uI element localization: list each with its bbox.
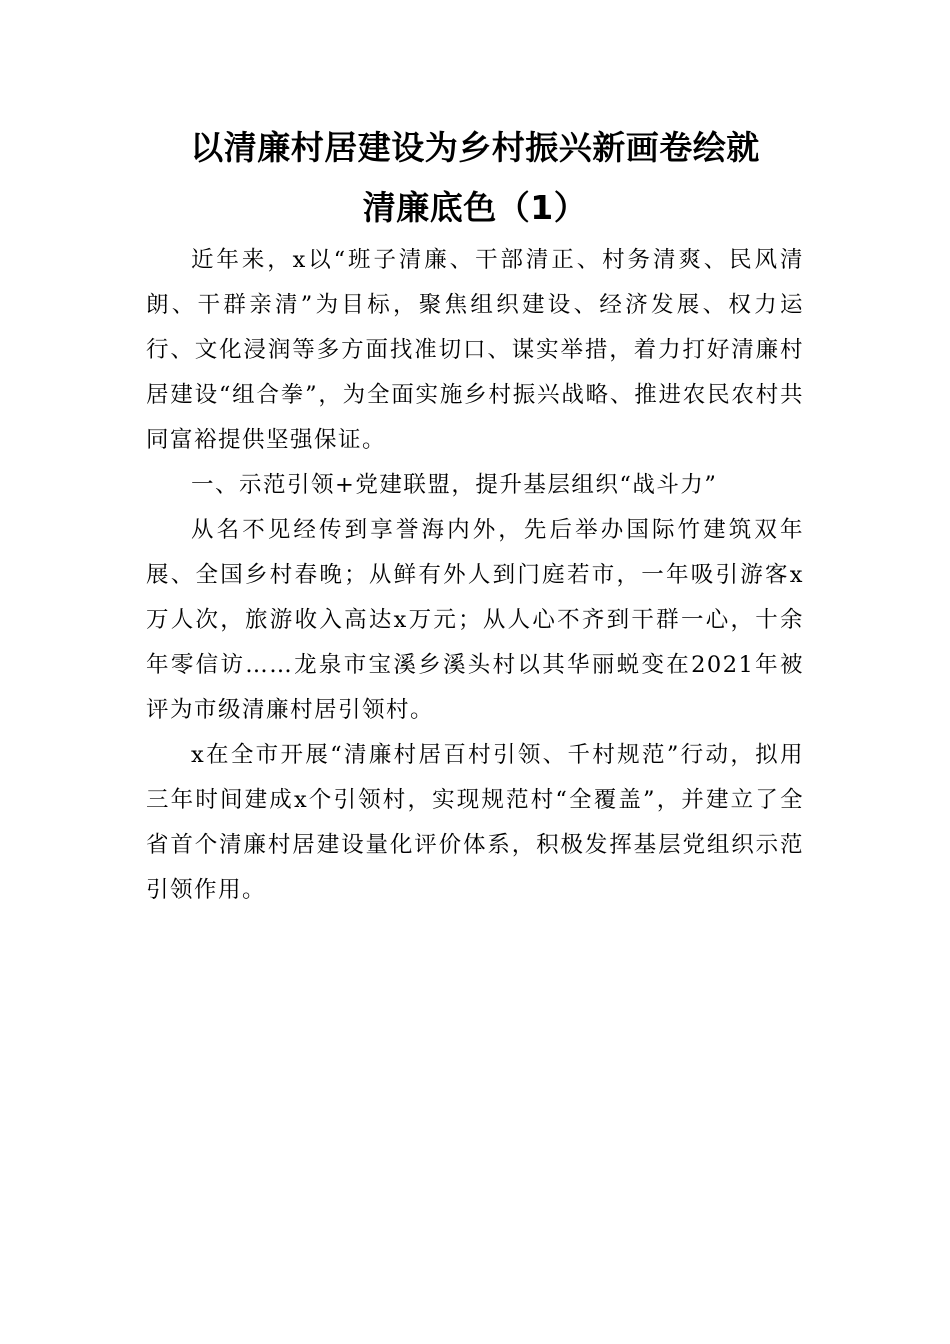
- section-1-paragraph-1: 从名不见经传到享誉海内外，先后举办国际竹建筑双年展、全国乡村春晚；从鲜有外人到门庭若市，一年吸引游客x万人次，旅游收入高达x万元；从人心不齐到干群一心，十余年零信访……龙泉市宝溪乡溪头村以其华丽蜕变在2021年被评为市级清廉村居引领村。: [146, 517, 804, 723]
- section-1-paragraph-2: x在全市开展“清廉村居百村引领、千村规范”行动，拟用三年时间建成x个引领村，实现规范村“全覆盖”，并建立了全省首个清廉村居建设量化评价体系，积极发挥基层党组织示范引领作用。: [146, 742, 804, 903]
- document-title-line-1: 以清廉村居建设为乡村振兴新画卷绘就: [190, 128, 760, 167]
- document-title-line-2: 清廉底色（1）: [362, 188, 588, 227]
- section-1-heading: 一、示范引领+党建联盟，提升基层组织“战斗力”: [191, 472, 718, 498]
- intro-paragraph: 近年来，x以“班子清廉、干部清正、村务清爽、民风清朗、干群亲清”为目标，聚焦组织建设、经济发展、权力运行、文化浸润等多方面找准切口、谋实举措，着力打好清廉村居建设“组合拳”，为全面实施乡村振兴战略、推进农民农村共同富裕提供坚强保证。: [146, 247, 804, 453]
